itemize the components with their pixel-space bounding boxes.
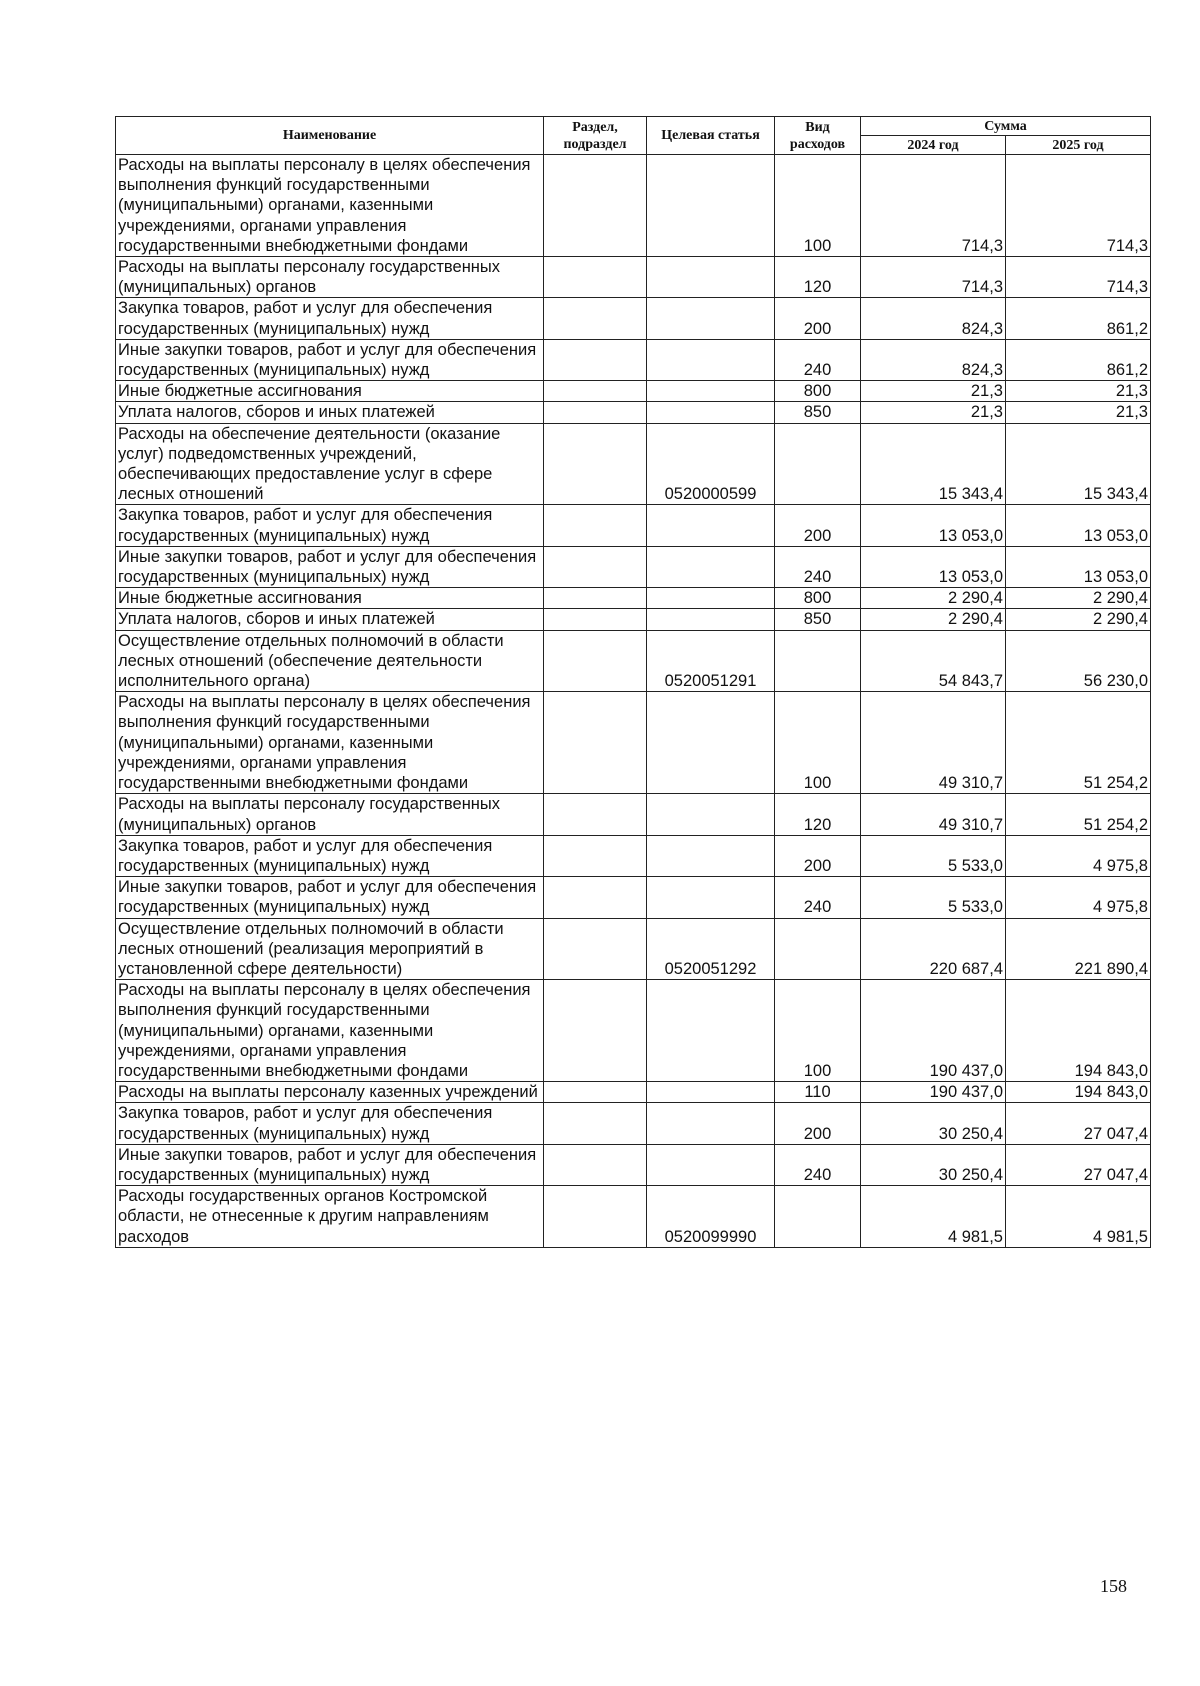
cell-section — [544, 1103, 647, 1144]
cell-2025: 21,3 — [1006, 402, 1151, 423]
table-row — [116, 835, 1151, 876]
cell-2024: 190 437,0 — [861, 980, 1006, 1082]
cell-2024: 21,3 — [861, 381, 1006, 402]
cell-target — [647, 381, 775, 402]
header-2025: 2025 год — [1006, 136, 1151, 155]
cell-section — [544, 423, 647, 505]
cell-kind: 240 — [775, 877, 861, 918]
cell-name: Иные бюджетные ассигнования — [116, 381, 544, 402]
cell-section — [544, 381, 647, 402]
cell-2025: 861,2 — [1006, 339, 1151, 380]
cell-target — [647, 588, 775, 609]
cell-kind — [775, 1186, 861, 1248]
table-row — [116, 609, 1151, 630]
cell-target — [647, 1103, 775, 1144]
cell-2025: 13 053,0 — [1006, 546, 1151, 587]
cell-2025: 714,3 — [1006, 155, 1151, 257]
cell-target — [647, 505, 775, 546]
cell-2025: 21,3 — [1006, 381, 1151, 402]
cell-2024: 13 053,0 — [861, 546, 1006, 587]
cell-2024: 49 310,7 — [861, 692, 1006, 794]
cell-kind: 850 — [775, 402, 861, 423]
cell-name: Расходы на выплаты персоналу в целях обеспечения выполнения функций государственными (муниципальными) органами, казенными учреждениями, органами управления государственными внебюджетными фондами — [116, 692, 544, 794]
cell-section — [544, 692, 647, 794]
cell-target — [647, 257, 775, 298]
cell-kind: 240 — [775, 339, 861, 380]
cell-2025: 4 975,8 — [1006, 877, 1151, 918]
cell-target — [647, 877, 775, 918]
cell-section — [544, 257, 647, 298]
cell-2024: 824,3 — [861, 339, 1006, 380]
cell-2025: 4 981,5 — [1006, 1186, 1151, 1248]
cell-target — [647, 546, 775, 587]
table-row — [116, 1144, 1151, 1185]
cell-name: Осуществление отдельных полномочий в области лесных отношений (обеспечение деятельности исполнительного органа) — [116, 630, 544, 692]
cell-2025: 714,3 — [1006, 257, 1151, 298]
cell-kind: 110 — [775, 1082, 861, 1103]
cell-target — [647, 298, 775, 339]
cell-kind: 100 — [775, 155, 861, 257]
table-body — [116, 155, 1151, 1248]
cell-section — [544, 630, 647, 692]
cell-2024: 4 981,5 — [861, 1186, 1006, 1248]
cell-name: Иные закупки товаров, работ и услуг для обеспечения государственных (муниципальных) нужд — [116, 1144, 544, 1185]
table-row — [116, 155, 1151, 257]
table-row — [116, 1186, 1151, 1248]
cell-target — [647, 794, 775, 835]
cell-kind: 100 — [775, 980, 861, 1082]
cell-2025: 2 290,4 — [1006, 588, 1151, 609]
cell-2024: 54 843,7 — [861, 630, 1006, 692]
cell-2025: 861,2 — [1006, 298, 1151, 339]
cell-section — [544, 546, 647, 587]
table-row — [116, 630, 1151, 692]
cell-2024: 5 533,0 — [861, 877, 1006, 918]
cell-2025: 15 343,4 — [1006, 423, 1151, 505]
cell-target — [647, 1144, 775, 1185]
cell-target: 0520051291 — [647, 630, 775, 692]
cell-section — [544, 835, 647, 876]
cell-name: Закупка товаров, работ и услуг для обеспечения государственных (муниципальных) нужд — [116, 835, 544, 876]
cell-name: Расходы на выплаты персоналу в целях обеспечения выполнения функций государственными (муниципальными) органами, казенными учреждениями, органами управления государственными внебюджетными фондами — [116, 980, 544, 1082]
cell-target: 0520099990 — [647, 1186, 775, 1248]
cell-target: 0520051292 — [647, 918, 775, 980]
cell-2024: 220 687,4 — [861, 918, 1006, 980]
cell-target — [647, 402, 775, 423]
cell-2025: 27 047,4 — [1006, 1144, 1151, 1185]
cell-2024: 5 533,0 — [861, 835, 1006, 876]
cell-section — [544, 918, 647, 980]
cell-kind: 120 — [775, 794, 861, 835]
cell-name: Уплата налогов, сборов и иных платежей — [116, 402, 544, 423]
table-row — [116, 546, 1151, 587]
cell-section — [544, 339, 647, 380]
cell-name: Осуществление отдельных полномочий в области лесных отношений (реализация мероприятий в установленной сфере деятельности) — [116, 918, 544, 980]
header-name: Наименование — [116, 117, 544, 155]
cell-2024: 2 290,4 — [861, 609, 1006, 630]
cell-section — [544, 505, 647, 546]
table-row — [116, 1082, 1151, 1103]
cell-kind: 240 — [775, 1144, 861, 1185]
cell-section — [544, 877, 647, 918]
table-row — [116, 794, 1151, 835]
cell-kind — [775, 630, 861, 692]
cell-kind: 120 — [775, 257, 861, 298]
budget-table — [115, 116, 1151, 1248]
page-number: 158 — [1100, 1576, 1127, 1596]
cell-section — [544, 980, 647, 1082]
table-row — [116, 339, 1151, 380]
cell-2024: 2 290,4 — [861, 588, 1006, 609]
cell-kind: 240 — [775, 546, 861, 587]
cell-section — [544, 1186, 647, 1248]
cell-2024: 13 053,0 — [861, 505, 1006, 546]
cell-kind: 850 — [775, 609, 861, 630]
cell-2024: 49 310,7 — [861, 794, 1006, 835]
cell-kind: 200 — [775, 1103, 861, 1144]
cell-section — [544, 609, 647, 630]
cell-2025: 51 254,2 — [1006, 692, 1151, 794]
cell-2025: 27 047,4 — [1006, 1103, 1151, 1144]
cell-2025: 2 290,4 — [1006, 609, 1151, 630]
cell-2025: 194 843,0 — [1006, 980, 1151, 1082]
cell-section — [544, 794, 647, 835]
cell-target — [647, 609, 775, 630]
cell-section — [544, 1082, 647, 1103]
table-row — [116, 692, 1151, 794]
cell-name: Расходы на выплаты персоналу государственных (муниципальных) органов — [116, 257, 544, 298]
cell-target — [647, 980, 775, 1082]
header-section: Раздел, подраздел — [544, 117, 647, 155]
cell-name: Закупка товаров, работ и услуг для обеспечения государственных (муниципальных) нужд — [116, 298, 544, 339]
cell-section — [544, 155, 647, 257]
cell-2024: 190 437,0 — [861, 1082, 1006, 1103]
cell-section — [544, 1144, 647, 1185]
table-row — [116, 980, 1151, 1082]
cell-kind — [775, 423, 861, 505]
table-row — [116, 381, 1151, 402]
cell-section — [544, 402, 647, 423]
cell-name: Иные закупки товаров, работ и услуг для обеспечения государственных (муниципальных) нужд — [116, 877, 544, 918]
cell-target — [647, 1082, 775, 1103]
cell-2024: 21,3 — [861, 402, 1006, 423]
cell-name: Расходы на выплаты персоналу казенных учреждений — [116, 1082, 544, 1103]
cell-2024: 714,3 — [861, 155, 1006, 257]
cell-2025: 56 230,0 — [1006, 630, 1151, 692]
header-2024: 2024 год — [861, 136, 1006, 155]
cell-kind: 800 — [775, 381, 861, 402]
cell-kind: 200 — [775, 298, 861, 339]
cell-name: Расходы государственных органов Костромской области, не отнесенные к другим направлениям расходов — [116, 1186, 544, 1248]
cell-target — [647, 835, 775, 876]
cell-kind — [775, 918, 861, 980]
table-row — [116, 402, 1151, 423]
cell-2025: 13 053,0 — [1006, 505, 1151, 546]
header-kind: Вид расходов — [775, 117, 861, 155]
cell-kind: 200 — [775, 835, 861, 876]
cell-name: Иные закупки товаров, работ и услуг для обеспечения государственных (муниципальных) нужд — [116, 546, 544, 587]
cell-2024: 714,3 — [861, 257, 1006, 298]
cell-target — [647, 692, 775, 794]
header-target: Целевая статья — [647, 117, 775, 155]
header-row — [116, 117, 1151, 136]
cell-name: Закупка товаров, работ и услуг для обеспечения государственных (муниципальных) нужд — [116, 1103, 544, 1144]
cell-2024: 824,3 — [861, 298, 1006, 339]
table-row — [116, 257, 1151, 298]
cell-name: Расходы на выплаты персоналу государственных (муниципальных) органов — [116, 794, 544, 835]
table-row — [116, 1103, 1151, 1144]
table-row — [116, 298, 1151, 339]
cell-target: 0520000599 — [647, 423, 775, 505]
cell-target — [647, 339, 775, 380]
cell-kind: 800 — [775, 588, 861, 609]
table-row — [116, 877, 1151, 918]
cell-2025: 51 254,2 — [1006, 794, 1151, 835]
cell-section — [544, 298, 647, 339]
cell-name: Расходы на выплаты персоналу в целях обеспечения выполнения функций государственными (муниципальными) органами, казенными учреждениями, органами управления государственными внебюджетными фондами — [116, 155, 544, 257]
cell-name: Закупка товаров, работ и услуг для обеспечения государственных (муниципальных) нужд — [116, 505, 544, 546]
cell-name: Уплата налогов, сборов и иных платежей — [116, 609, 544, 630]
cell-2025: 4 975,8 — [1006, 835, 1151, 876]
table-row — [116, 423, 1151, 505]
cell-2024: 30 250,4 — [861, 1144, 1006, 1185]
cell-name: Расходы на обеспечение деятельности (оказание услуг) подведомственных учреждений, обеспечивающих предоставление услуг в сфере лесных отношений — [116, 423, 544, 505]
cell-target — [647, 155, 775, 257]
table-row — [116, 918, 1151, 980]
cell-name: Иные бюджетные ассигнования — [116, 588, 544, 609]
cell-kind: 100 — [775, 692, 861, 794]
table-row — [116, 505, 1151, 546]
cell-name: Иные закупки товаров, работ и услуг для обеспечения государственных (муниципальных) нужд — [116, 339, 544, 380]
cell-2025: 221 890,4 — [1006, 918, 1151, 980]
cell-2024: 30 250,4 — [861, 1103, 1006, 1144]
header-sum: Сумма — [861, 117, 1151, 136]
cell-section — [544, 588, 647, 609]
cell-2025: 194 843,0 — [1006, 1082, 1151, 1103]
cell-2024: 15 343,4 — [861, 423, 1006, 505]
cell-kind: 200 — [775, 505, 861, 546]
table-row — [116, 588, 1151, 609]
